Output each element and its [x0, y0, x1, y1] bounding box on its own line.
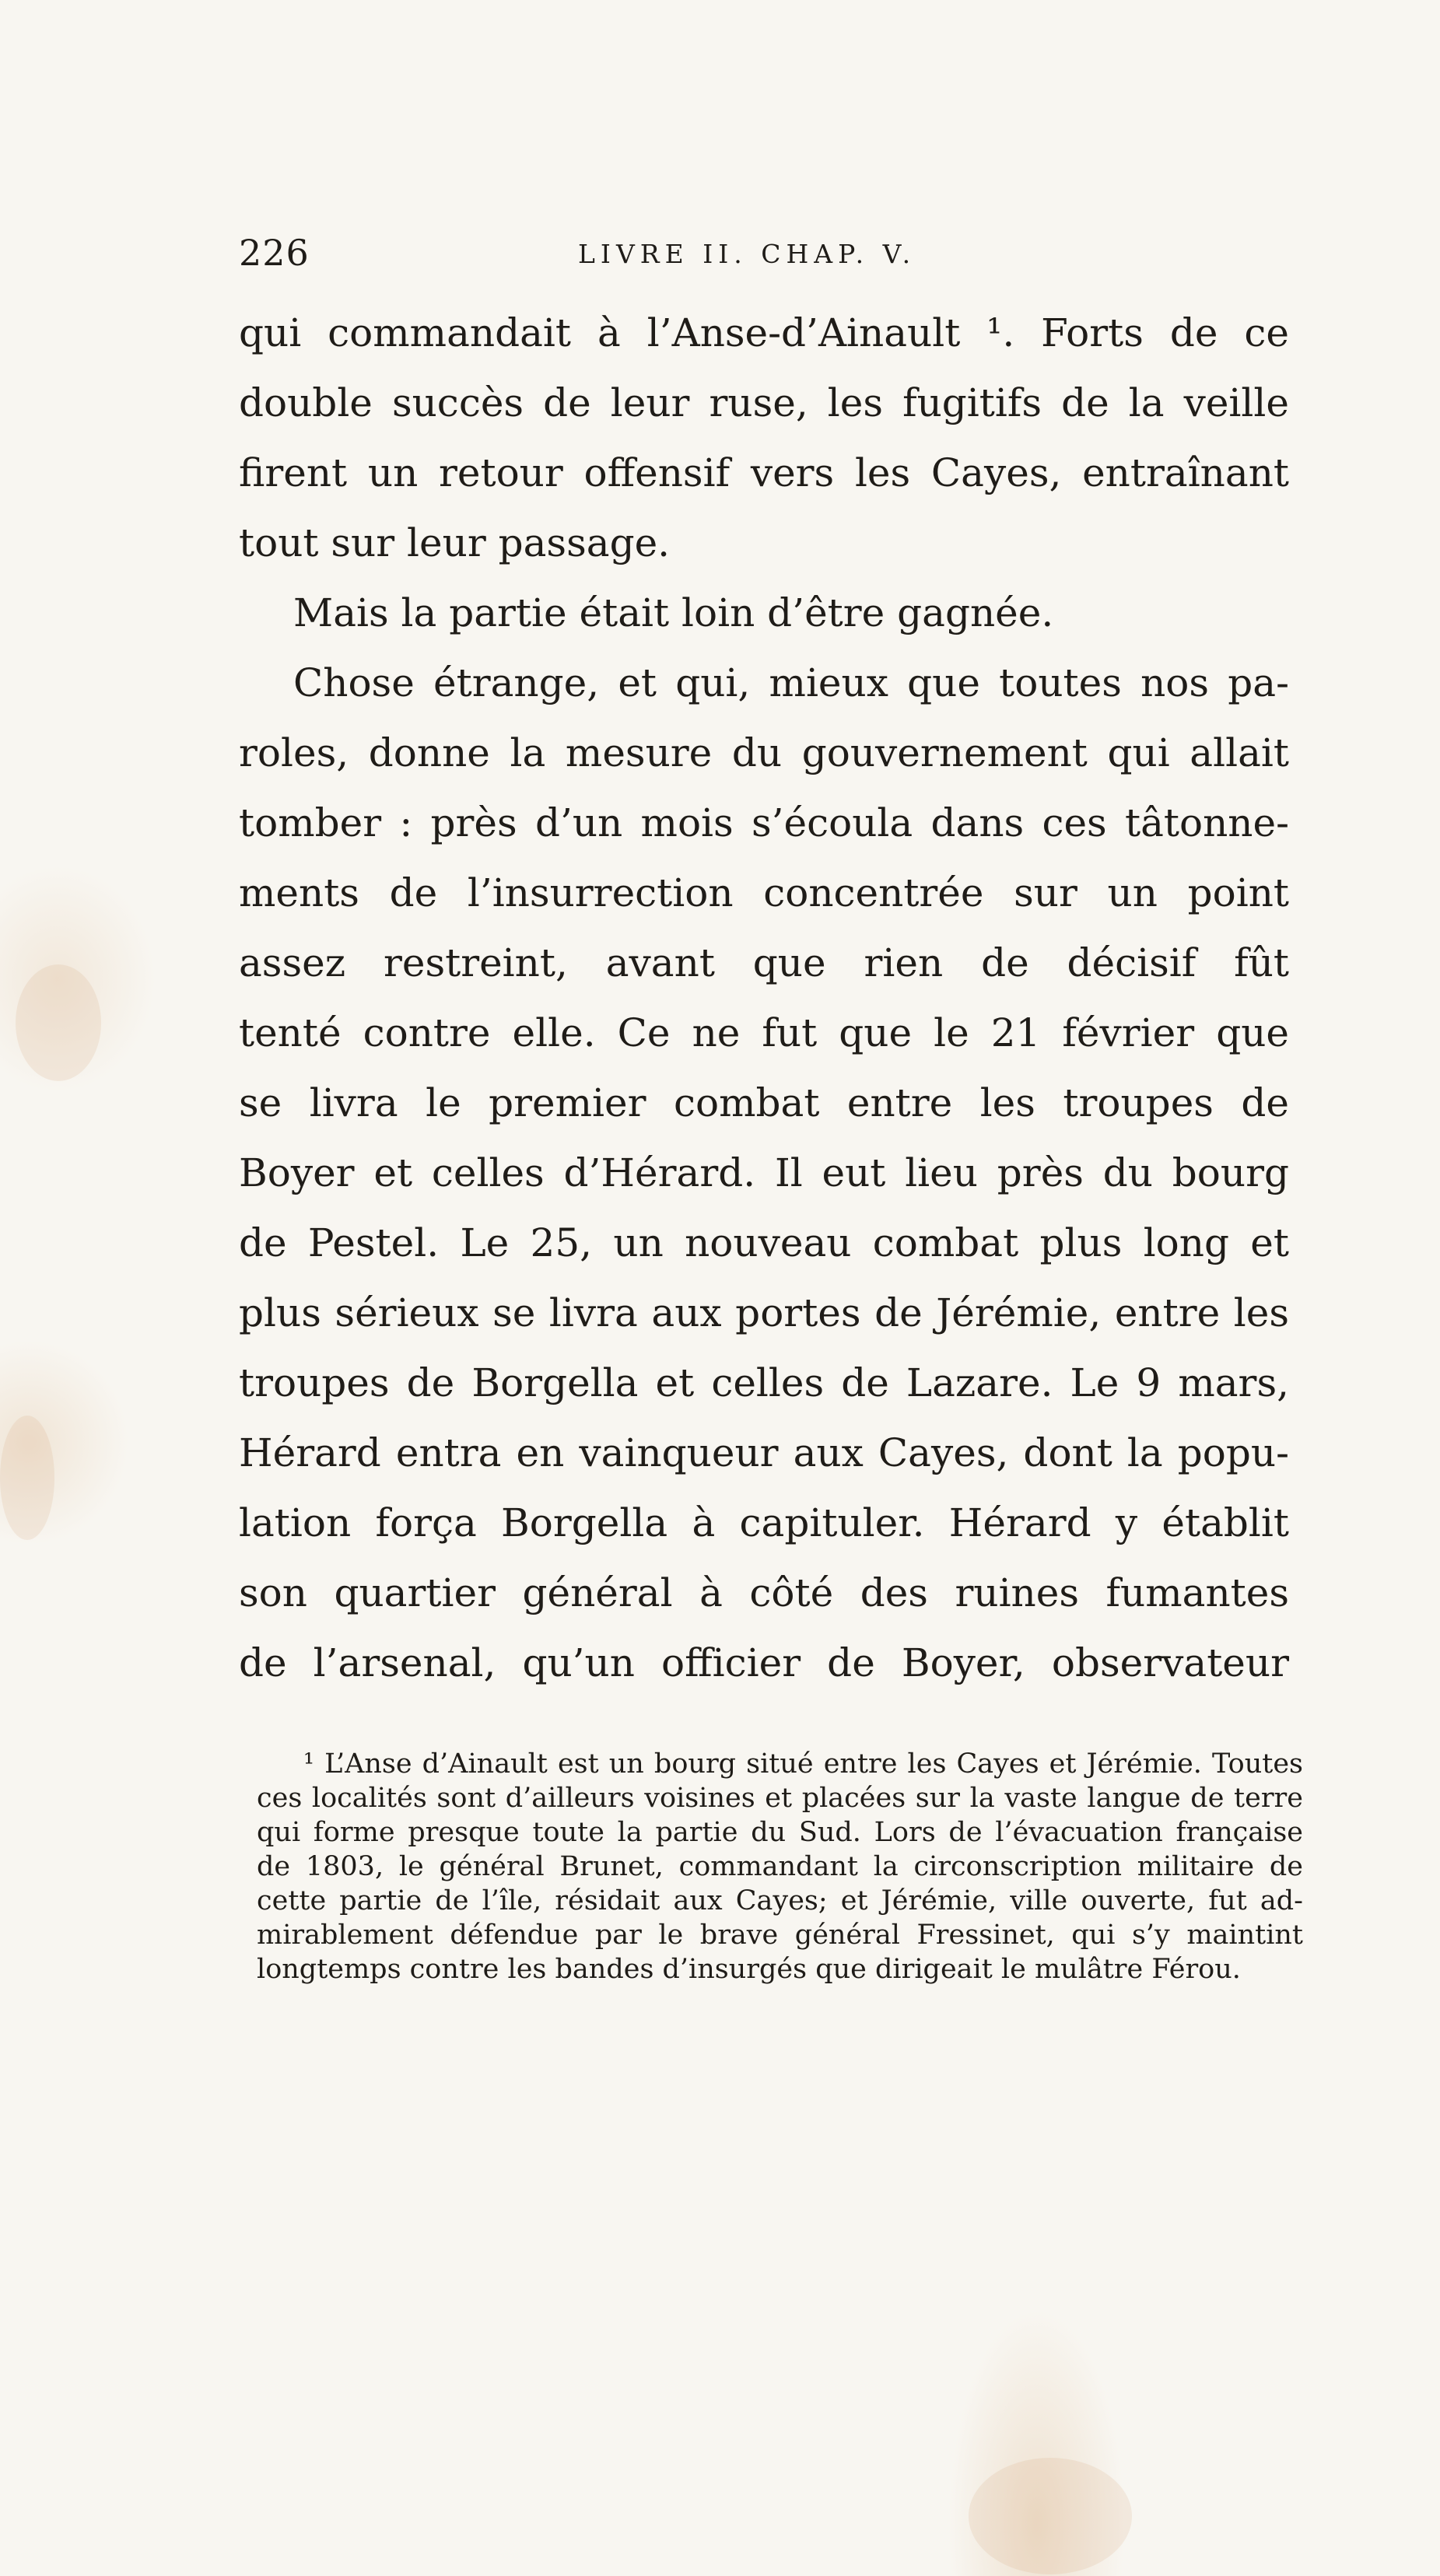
text-line: de Pestel. Le 25, un nouveau combat plus long et: [239, 1220, 1289, 1265]
text-line: de l’arsenal, qu’un officier de Boyer, observateur: [239, 1640, 1289, 1685]
text-line: assez restreint, avant que rien de décisif fût: [239, 940, 1289, 985]
footnote: [257, 1747, 1303, 1986]
text-line: plus sérieux se livra aux portes de Jérémie, entre les: [239, 1290, 1289, 1335]
text-line: Hérard entra en vainqueur aux Cayes, dont la popu-: [239, 1430, 1289, 1475]
text-line: ments de l’insurrection concentrée sur un point: [239, 870, 1289, 915]
footnote-line: ces localités sont d’ailleurs voisines et placées sur la vaste langue de terre: [257, 1783, 1303, 1814]
text-line: tomber : près d’un mois s’écoula dans ces tâtonne-: [239, 800, 1289, 845]
text-line: son quartier général à côté des ruines fumantes: [239, 1570, 1289, 1615]
text-line: se livra le premier combat entre les troupes de: [239, 1080, 1289, 1125]
footnote-line: mirablement défendue par le brave général Fressinet, qui s’y maintint: [257, 1920, 1303, 1951]
paper-stain: [969, 2458, 1132, 2574]
text-line: Boyer et celles d’Hérard. Il eut lieu près du bourg: [239, 1150, 1289, 1195]
running-head: [239, 231, 1289, 275]
text-line: qui commandait à l’Anse-d’Ainault ¹. Forts de ce: [239, 310, 1289, 355]
text-line: tenté contre elle. Ce ne fut que le 21 février que: [239, 1010, 1289, 1055]
text-line: roles, donne la mesure du gouvernement qui allait: [239, 730, 1289, 775]
footnote-line: qui forme presque toute la partie du Sud. Lors de l’évacuation française: [257, 1817, 1303, 1848]
text-line: double succès de leur ruse, les fugitifs de la veille: [239, 380, 1289, 425]
chapter-heading: LIVRE II. CHAP. V.: [578, 239, 916, 269]
text-line: Chose étrange, et qui, mieux que toutes nos pa-: [293, 660, 1289, 705]
footnote-line: de 1803, le général Brunet, commandant la circonscription militaire de: [257, 1851, 1303, 1882]
main-text: [239, 298, 1289, 1698]
page-number: 226: [239, 232, 310, 274]
text-line: tout sur leur passage.: [239, 520, 671, 565]
text-line: lation força Borgella à capituler. Hérard y établit: [239, 1500, 1289, 1545]
footnote-line: longtemps contre les bandes d’insurgés que dirigeait le mulâtre Férou.: [257, 1954, 1241, 1985]
text-line: Mais la partie était loin d’être gagnée.: [293, 590, 1054, 635]
text-line: firent un retour offensif vers les Cayes, entraînant: [239, 450, 1289, 495]
footnote-line: cette partie de l’île, résidait aux Cayes; et Jérémie, ville ouverte, fut ad-: [257, 1885, 1303, 1916]
footnote-line: ¹ L’Anse d’Ainault est un bourg situé entre les Cayes et Jérémie. Toutes: [303, 1748, 1303, 1780]
paper-stain: [16, 964, 101, 1081]
paper-stain: [0, 1416, 54, 1540]
text-line: troupes de Borgella et celles de Lazare. Le 9 mars,: [239, 1360, 1289, 1405]
